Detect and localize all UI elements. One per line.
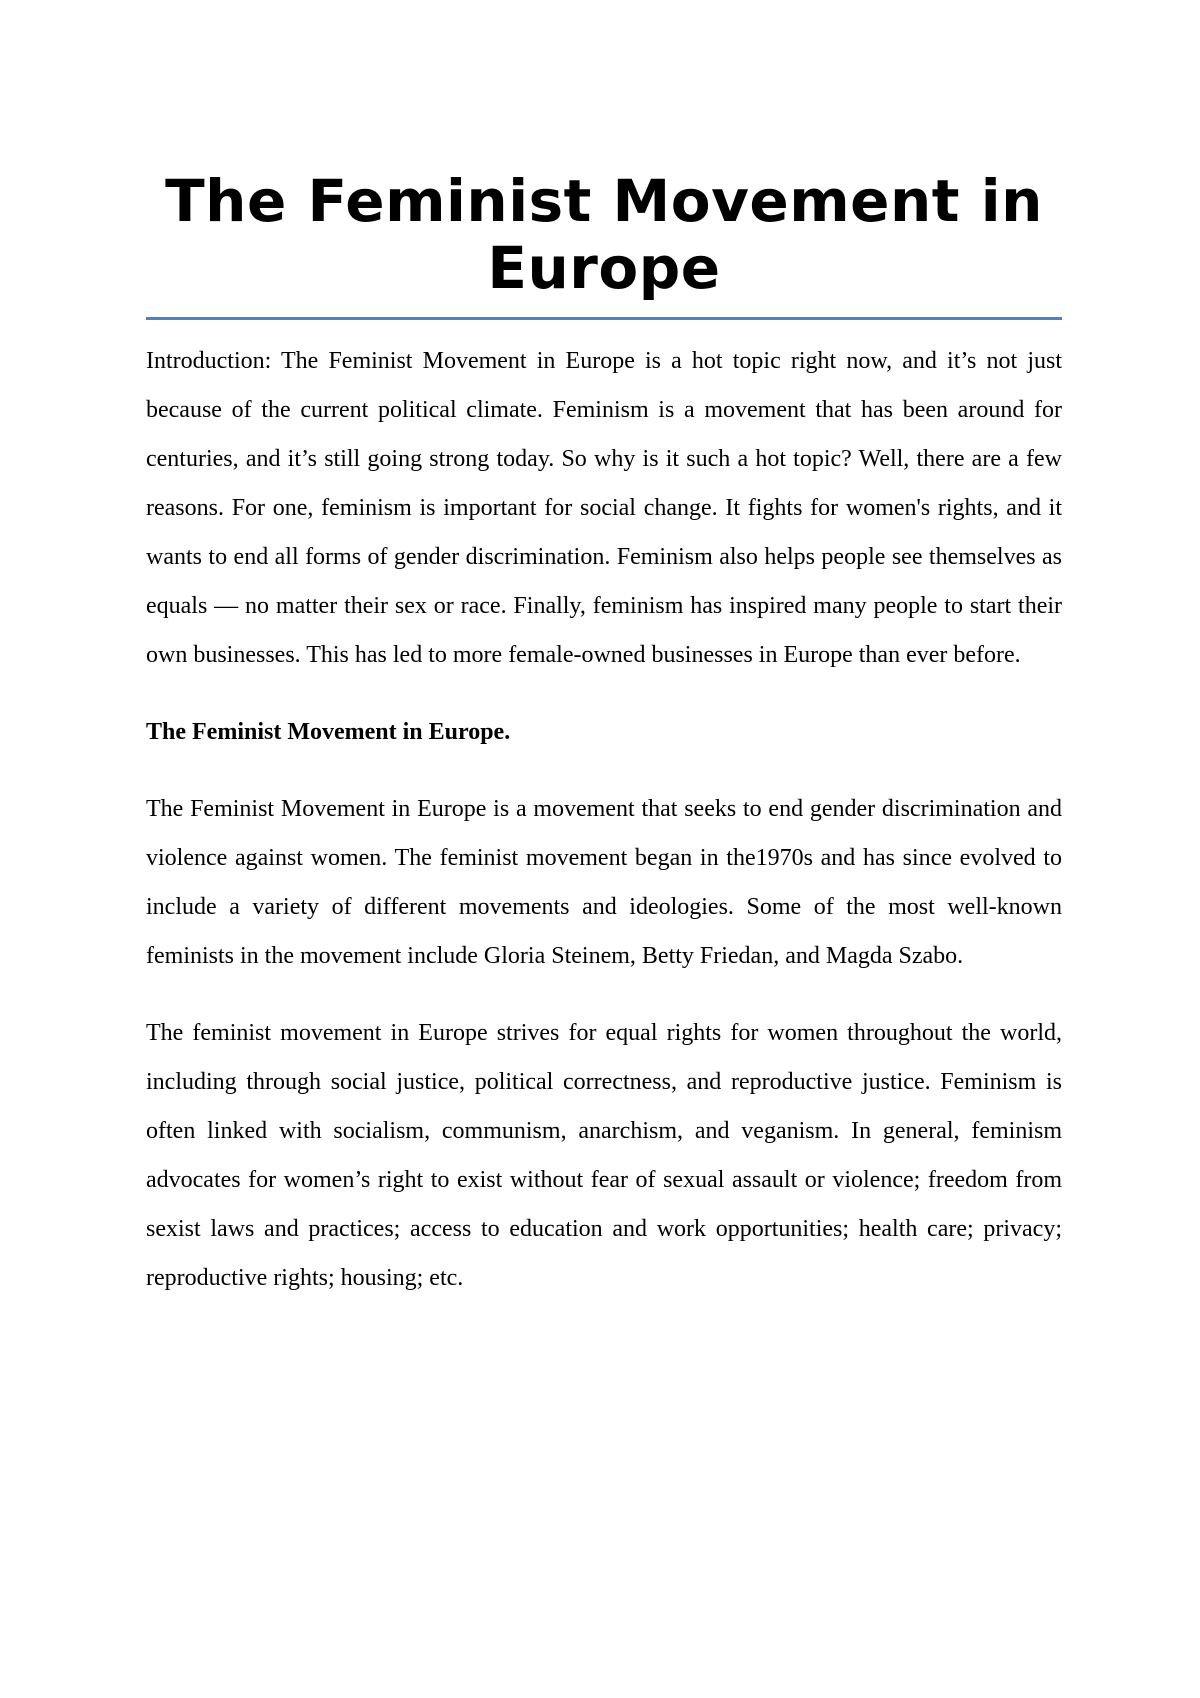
body-paragraph-2: The feminist movement in Europe strives for equal rights for women throughout the world, including through social justice, political correctness, and reproductive justice. Feminism is often linked with socialism, communism, anarchism, and veganism. In general, feminism advocates for women’s right to exist without fear of sexual assault or violence; freedom from sexist laws and practices; access to education and work opportunities; health care; privacy; reproductive rights; housing; etc. <box>146 1020 1062 1291</box>
document-title: The Feminist Movement in Europe <box>165 167 1043 302</box>
title-divider <box>146 317 1062 320</box>
intro-paragraph: Introduction: The Feminist Movement in Europe is a hot topic right now, and it’s not just because of the current political climate. Feminism is a movement that has been around for centuries, and it’s still going strong today. So why is it such a hot topic? Well, there are a few reasons. For one, feminism is important for social change. It fights for women's rights, and it wants to end all forms of gender discrimination. Feminism also helps people see themselves as equals — no matter their sex or race. Finally, feminism has inspired many people to start their own businesses. This has led to more female-owned businesses in Europe than ever before. <box>146 348 1062 668</box>
body-paragraph-1: The Feminist Movement in Europe is a movement that seeks to end gender discrimination and violence against women. The feminist movement began in the1970s and has since evolved to include a variety of different movements and ideologies. Some of the most well-known feminists in the movement include Gloria Steinem, Betty Friedan, and Magda Szabo. <box>146 796 1062 969</box>
document-content <box>146 168 1062 1303</box>
section-heading: The Feminist Movement in Europe. <box>146 719 511 745</box>
